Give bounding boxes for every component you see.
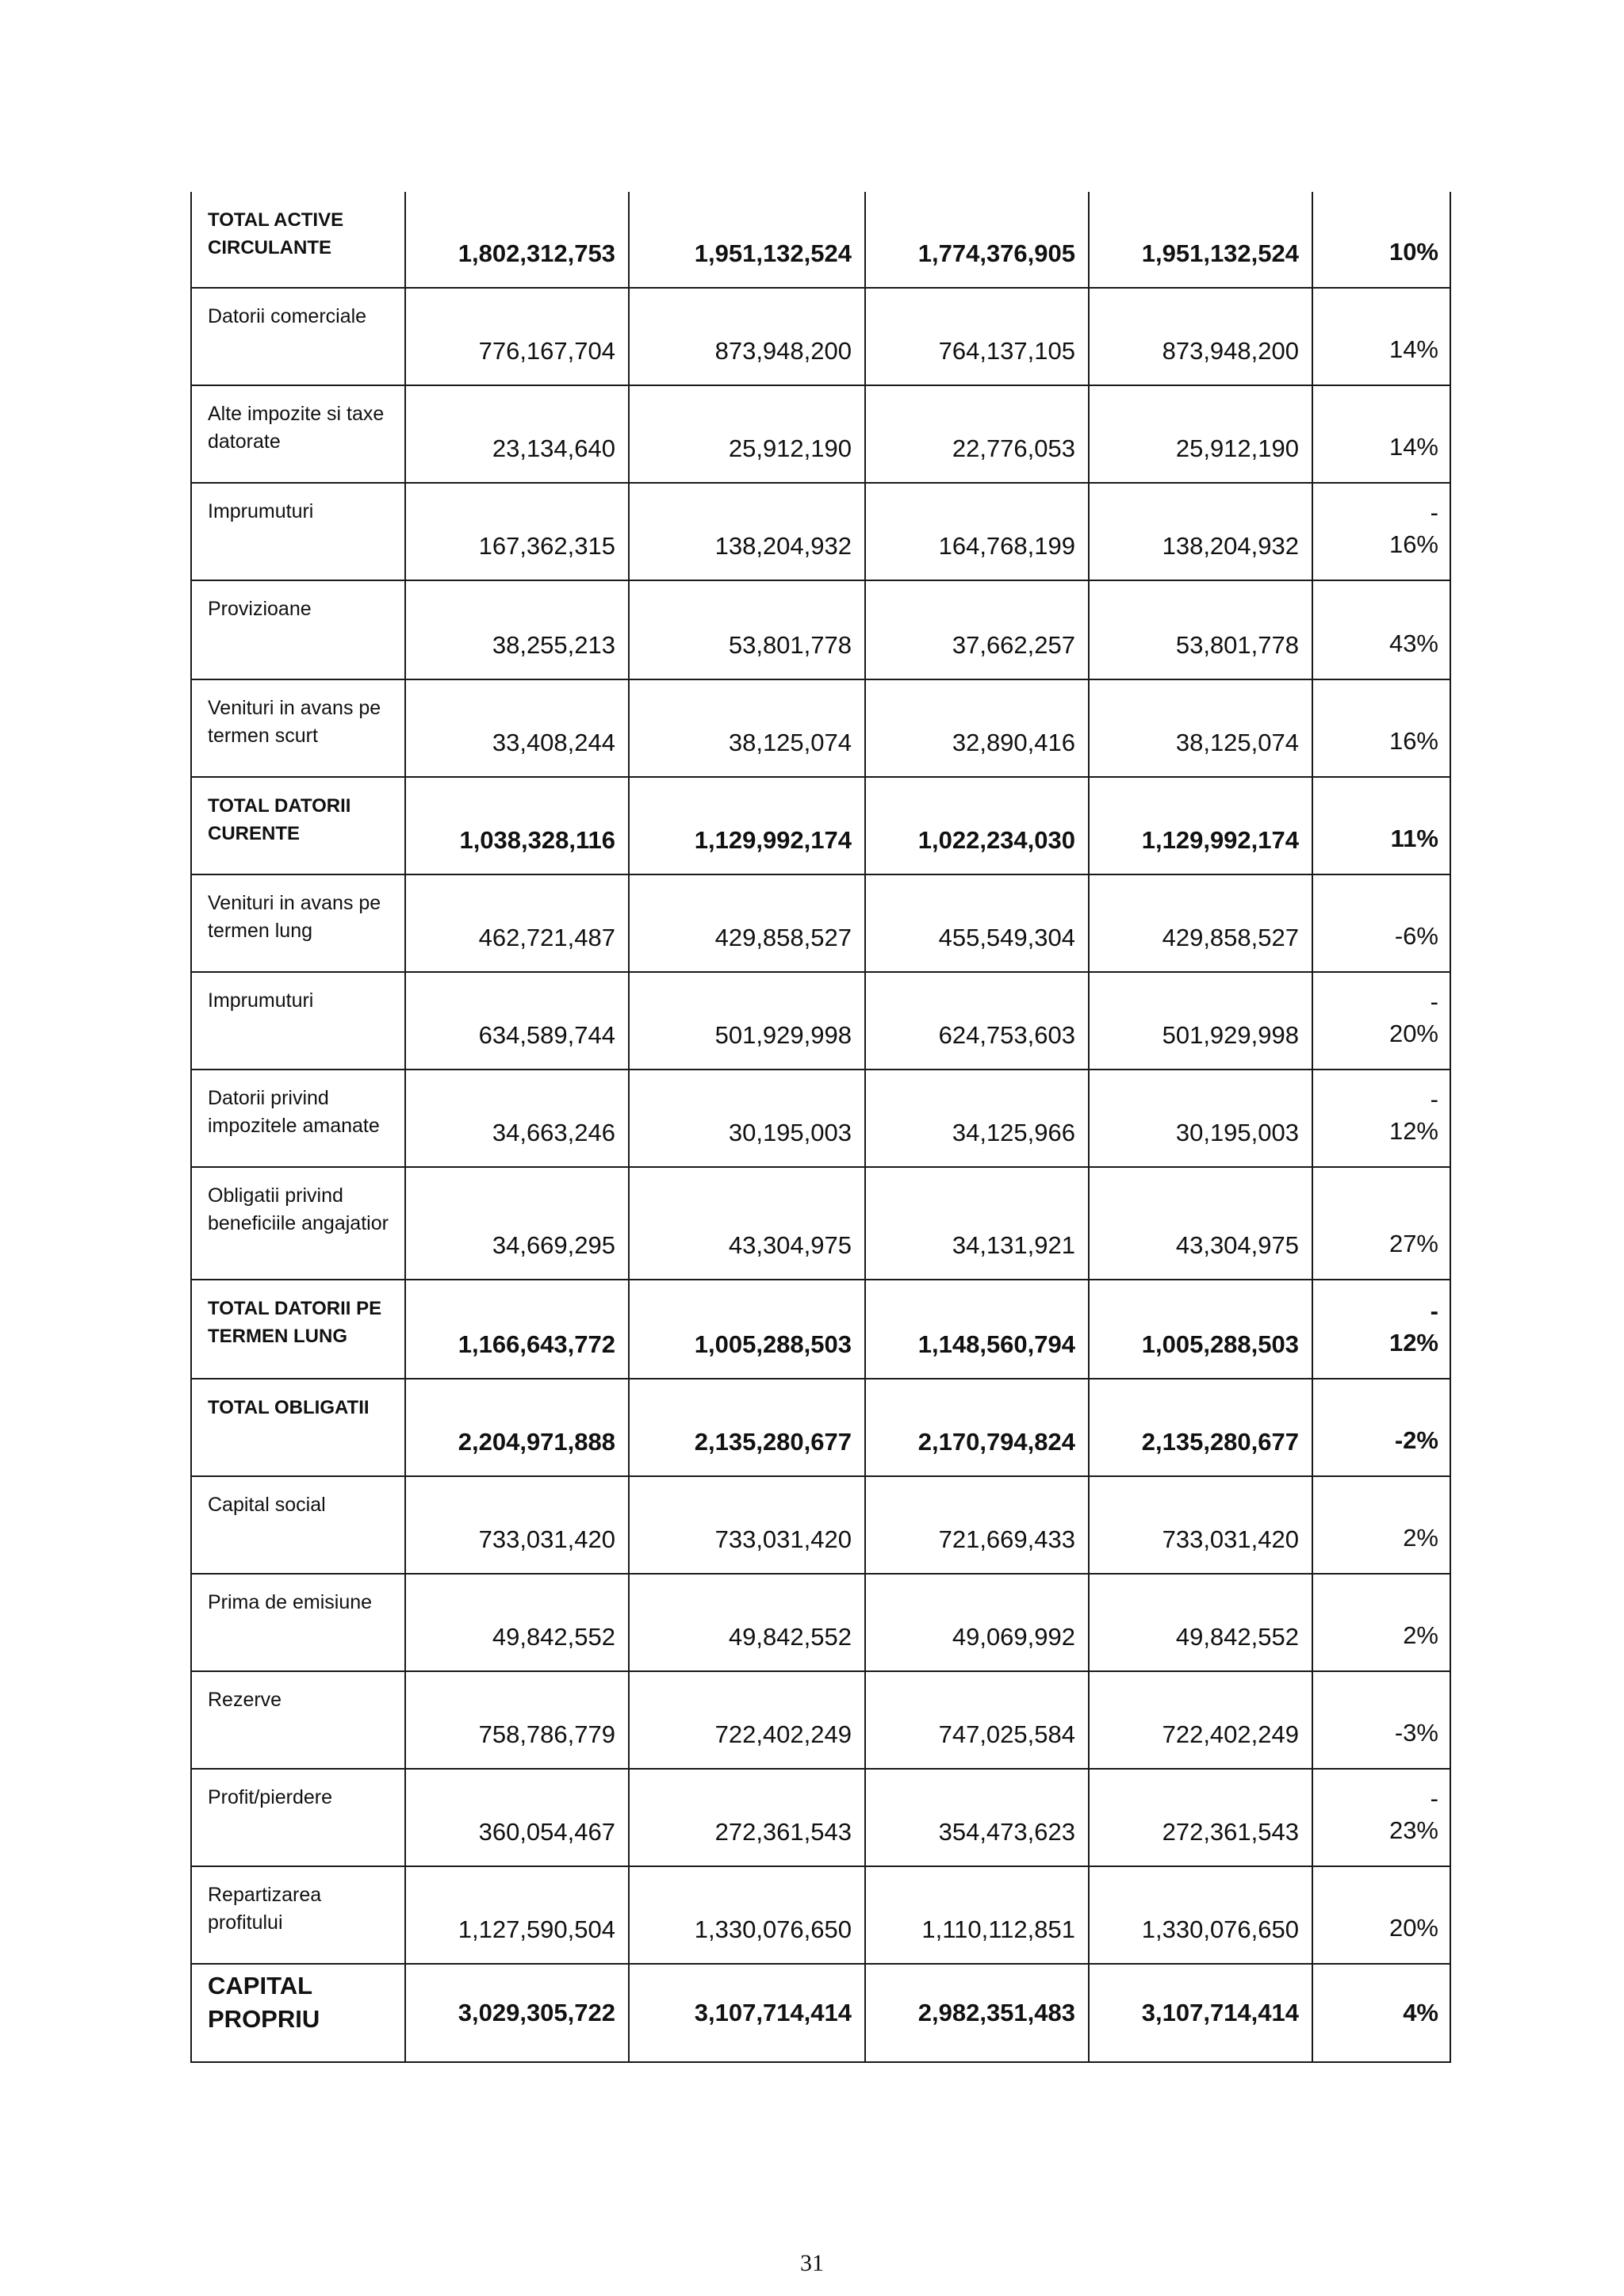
change-value: 10% (1388, 238, 1438, 266)
value-cell: 38,125,074 (629, 679, 865, 777)
change-cell (1312, 1070, 1450, 1167)
value-cell: 733,031,420 (629, 1476, 865, 1574)
value-cell: 429,858,527 (629, 874, 865, 972)
change-value: 11% (1390, 825, 1438, 852)
row-label: CAPITAL PROPRIU (191, 1964, 405, 2062)
value-cell: 1,951,132,524 (629, 192, 865, 288)
value-cell: 1,774,376,905 (865, 192, 1089, 288)
change-cell (1312, 1574, 1450, 1671)
value-cell: 49,842,552 (629, 1574, 865, 1671)
value-cell: 38,125,074 (1089, 679, 1312, 777)
change-value: 43% (1388, 629, 1438, 657)
value-cell: 634,589,744 (405, 972, 629, 1070)
value-cell: 37,662,257 (865, 580, 1089, 679)
value-cell: 25,912,190 (1089, 385, 1312, 483)
negative-sign: - (1430, 1785, 1438, 1812)
change-value: 14% (1388, 335, 1438, 363)
change-cell (1312, 972, 1450, 1070)
change-cell (1312, 1866, 1450, 1964)
table-row (191, 1070, 1450, 1167)
value-cell: 43,304,975 (1089, 1167, 1312, 1280)
value-cell: 501,929,998 (1089, 972, 1312, 1070)
value-cell: 758,786,779 (405, 1671, 629, 1769)
negative-sign: - (1430, 499, 1438, 526)
value-cell: 34,669,295 (405, 1167, 629, 1280)
table-row (191, 1379, 1450, 1476)
value-cell: 1,022,234,030 (865, 777, 1089, 874)
value-cell: 1,129,992,174 (629, 777, 865, 874)
row-label: Datorii comerciale (191, 288, 405, 385)
value-cell: 138,204,932 (629, 483, 865, 580)
value-cell: 49,069,992 (865, 1574, 1089, 1671)
value-cell: 462,721,487 (405, 874, 629, 972)
table-row (191, 192, 1450, 288)
value-cell: 764,137,105 (865, 288, 1089, 385)
change-cell (1312, 679, 1450, 777)
value-cell: 1,148,560,794 (865, 1280, 1089, 1379)
change-cell (1312, 580, 1450, 679)
value-cell: 2,204,971,888 (405, 1379, 629, 1476)
value-cell: 354,473,623 (865, 1769, 1089, 1866)
change-value: 16% (1388, 530, 1438, 558)
value-cell: 30,195,003 (1089, 1070, 1312, 1167)
table-row (191, 1280, 1450, 1379)
change-cell (1312, 288, 1450, 385)
value-cell: 624,753,603 (865, 972, 1089, 1070)
row-label: Imprumuturi (191, 972, 405, 1070)
change-cell (1312, 1379, 1450, 1476)
value-cell: 1,005,288,503 (629, 1280, 865, 1379)
change-value: 4% (1403, 1999, 1438, 2026)
value-cell: 2,135,280,677 (629, 1379, 865, 1476)
change-value: 12% (1388, 1329, 1438, 1357)
row-label: Venituri in avans pe termen scurt (191, 679, 405, 777)
value-cell: 733,031,420 (405, 1476, 629, 1574)
change-value: -6% (1394, 922, 1438, 950)
change-cell (1312, 483, 1450, 580)
table-row (191, 1574, 1450, 1671)
value-cell: 1,330,076,650 (629, 1866, 865, 1964)
value-cell: 1,951,132,524 (1089, 192, 1312, 288)
value-cell: 1,802,312,753 (405, 192, 629, 288)
value-cell: 3,029,305,722 (405, 1964, 629, 2062)
value-cell: 1,129,992,174 (1089, 777, 1312, 874)
value-cell: 1,127,590,504 (405, 1866, 629, 1964)
value-cell: 1,110,112,851 (865, 1866, 1089, 1964)
value-cell: 30,195,003 (629, 1070, 865, 1167)
table-row (191, 483, 1450, 580)
row-label: Repartizarea profitului (191, 1866, 405, 1964)
value-cell: 747,025,584 (865, 1671, 1089, 1769)
value-cell: 38,255,213 (405, 580, 629, 679)
row-label: Alte impozite si taxe datorate (191, 385, 405, 483)
change-value: 2% (1403, 1621, 1438, 1649)
row-label: Datorii privind impozitele amanate (191, 1070, 405, 1167)
row-label: TOTAL DATORII PE TERMEN LUNG (191, 1280, 405, 1379)
value-cell: 501,929,998 (629, 972, 865, 1070)
value-cell: 32,890,416 (865, 679, 1089, 777)
change-value: 14% (1388, 433, 1438, 461)
table-row (191, 679, 1450, 777)
table-row (191, 874, 1450, 972)
value-cell: 167,362,315 (405, 483, 629, 580)
negative-sign: - (1430, 1297, 1438, 1325)
row-label: Venituri in avans pe termen lung (191, 874, 405, 972)
change-cell (1312, 1280, 1450, 1379)
value-cell: 776,167,704 (405, 288, 629, 385)
change-value: 27% (1388, 1230, 1438, 1257)
value-cell: 272,361,543 (1089, 1769, 1312, 1866)
value-cell: 138,204,932 (1089, 483, 1312, 580)
value-cell: 272,361,543 (629, 1769, 865, 1866)
value-cell: 360,054,467 (405, 1769, 629, 1866)
value-cell: 733,031,420 (1089, 1476, 1312, 1574)
value-cell: 722,402,249 (629, 1671, 865, 1769)
row-label: Capital social (191, 1476, 405, 1574)
table-body (191, 192, 1450, 2062)
row-label: TOTAL ACTIVE CIRCULANTE (191, 192, 405, 288)
change-value: 12% (1388, 1117, 1438, 1145)
value-cell: 43,304,975 (629, 1167, 865, 1280)
value-cell: 25,912,190 (629, 385, 865, 483)
negative-sign: - (1430, 1085, 1438, 1113)
value-cell: 429,858,527 (1089, 874, 1312, 972)
table-row (191, 1167, 1450, 1280)
row-label: Obligatii privind beneficiile angajatior (191, 1167, 405, 1280)
change-cell (1312, 192, 1450, 288)
value-cell: 49,842,552 (405, 1574, 629, 1671)
table-row (191, 1964, 1450, 2062)
value-cell: 22,776,053 (865, 385, 1089, 483)
page-number: 31 (800, 2250, 824, 2276)
change-value: 20% (1388, 1914, 1438, 1942)
change-value: 20% (1388, 1020, 1438, 1047)
table-row (191, 1769, 1450, 1866)
table-row (191, 972, 1450, 1070)
row-label: Rezerve (191, 1671, 405, 1769)
change-cell (1312, 1671, 1450, 1769)
value-cell: 873,948,200 (629, 288, 865, 385)
value-cell: 455,549,304 (865, 874, 1089, 972)
change-cell (1312, 1964, 1450, 2062)
row-label: TOTAL OBLIGATII (191, 1379, 405, 1476)
value-cell: 1,330,076,650 (1089, 1866, 1312, 1964)
value-cell: 2,135,280,677 (1089, 1379, 1312, 1476)
financial-table (190, 192, 1451, 2063)
change-value: -2% (1394, 1426, 1438, 1454)
change-value: 23% (1388, 1816, 1438, 1844)
value-cell: 49,842,552 (1089, 1574, 1312, 1671)
table-row (191, 1671, 1450, 1769)
row-label: Prima de emisiune (191, 1574, 405, 1671)
value-cell: 1,038,328,116 (405, 777, 629, 874)
table-row (191, 777, 1450, 874)
table-row (191, 288, 1450, 385)
change-cell (1312, 1167, 1450, 1280)
value-cell: 33,408,244 (405, 679, 629, 777)
value-cell: 53,801,778 (629, 580, 865, 679)
row-label: Profit/pierdere (191, 1769, 405, 1866)
change-value: 2% (1403, 1524, 1438, 1552)
value-cell: 2,982,351,483 (865, 1964, 1089, 2062)
value-cell: 1,166,643,772 (405, 1280, 629, 1379)
row-label: Imprumuturi (191, 483, 405, 580)
negative-sign: - (1430, 988, 1438, 1016)
table-row (191, 1476, 1450, 1574)
value-cell: 722,402,249 (1089, 1671, 1312, 1769)
change-cell (1312, 1769, 1450, 1866)
row-label: TOTAL DATORII CURENTE (191, 777, 405, 874)
value-cell: 1,005,288,503 (1089, 1280, 1312, 1379)
value-cell: 23,134,640 (405, 385, 629, 483)
value-cell: 34,125,966 (865, 1070, 1089, 1167)
value-cell: 2,170,794,824 (865, 1379, 1089, 1476)
table-row (191, 580, 1450, 679)
change-cell (1312, 1476, 1450, 1574)
change-value: -3% (1394, 1719, 1438, 1747)
value-cell: 721,669,433 (865, 1476, 1089, 1574)
change-cell (1312, 874, 1450, 972)
table-row (191, 385, 1450, 483)
value-cell: 34,663,246 (405, 1070, 629, 1167)
value-cell: 34,131,921 (865, 1167, 1089, 1280)
value-cell: 3,107,714,414 (1089, 1964, 1312, 2062)
value-cell: 873,948,200 (1089, 288, 1312, 385)
value-cell: 53,801,778 (1089, 580, 1312, 679)
row-label: Provizioane (191, 580, 405, 679)
value-cell: 164,768,199 (865, 483, 1089, 580)
value-cell: 3,107,714,414 (629, 1964, 865, 2062)
change-cell (1312, 777, 1450, 874)
change-cell (1312, 385, 1450, 483)
change-value: 16% (1388, 727, 1438, 755)
table-row (191, 1866, 1450, 1964)
